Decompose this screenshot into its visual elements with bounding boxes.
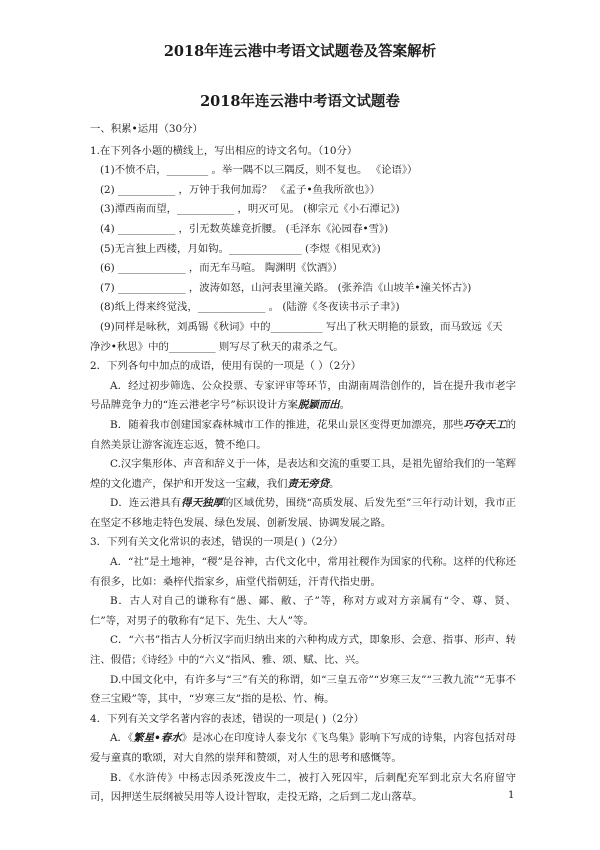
question-1-item-6: (6) _____________ ，而无车马喧。 陶渊明《饮酒》） xyxy=(100,262,343,275)
question-4-stem: 4．下列有关文学名著内容的表述，错误的一项是( )（2分） xyxy=(90,712,365,725)
emphasized-book-title: 繁星•春水 xyxy=(133,732,182,745)
question-2-option-c: C.汉字集形体、声音和辞义于一体，是表达和交流的重要工具，是祖先留给我们的一笔辉煌的文化遗产，保护和开发这一宝藏，我们责无旁贷。 xyxy=(90,458,516,490)
document-title: 2018年连云港中考语文试题卷及答案解析 xyxy=(163,43,437,60)
question-3-option-a: A．“社”是土地神，“稷”是谷神，古代文化中，常用社稷作为国家的代称。这样的代称还有很多，比如：桑梓代指家乡，庙堂代指朝廷，汗青代指史册。 xyxy=(90,556,516,588)
emphasized-idiom: 责无旁贷 xyxy=(287,477,329,490)
question-3-option-d: D.中国文化中，有许多与“三”有关的称谓，如“三皇五帝”“岁寒三友”“三教九流”“无事不登三宝殿”等，其中，“岁寒三友”指的是松、竹、梅。 xyxy=(90,673,516,706)
question-4-option-b: B．《水浒传》中杨志因杀死泼皮牛二，被打入死囚牢，后刺配充军到北京大名府留守司，因押送生辰纲被吴用等人设计智取，走投无路，之后到二龙山落草。 xyxy=(90,771,516,804)
question-3-stem: 3．下列有关文化常识的表述，错误的一项是( )（2分） xyxy=(90,536,344,549)
question-1-item-4: (4) ___________ ，引无数英雄竞折腰。 (毛泽东《沁园春•雪》) xyxy=(100,222,389,235)
emphasized-idiom: 脱颖而出 xyxy=(298,399,340,412)
question-2-option-a: A．经过初步筛选、公众投票、专家评审等环节，由湖南周浩创作的，旨在提升我市老字号品牌竞争力的“连云港老字号”标识设计方案脱颖而出。 xyxy=(90,379,516,412)
question-1-item-9-line-1: (9)同样是咏秋，刘禹锡《秋词》中的__________ 写出了秋天明艳的景致，而马致远《天 xyxy=(100,320,503,333)
emphasized-idiom: 巧夺天工 xyxy=(463,418,506,431)
question-1-item-3: (3)潭西南而望，___________ ，明灭可见。 (柳宗元《小石潭记》) xyxy=(100,203,400,216)
question-3-option-b: B．古人对自己的谦称有“愚、鄙、敝、子”等，称对方或对方亲属有“令、尊、贤、仁”等，对男子的敬称有“足下、先生、大人”等。 xyxy=(90,595,516,627)
question-2-option-b: B．随着我市创建国家森林城市工作的推进，花果山景区变得更加漂亮，那些巧夺天工的自然美景让游客流连忘返，赞不绝口。 xyxy=(90,418,516,451)
emphasized-idiom: 得天独厚 xyxy=(181,497,223,510)
question-1-item-9-line-2: 净沙•秋思》中的_________ 则写尽了秋天的肃杀之气。 xyxy=(90,340,344,353)
question-2-option-d: D．连云港具有得天独厚的区域优势，围绕“高质发展、后发先至”三年行动计划，我市正在坚定不移地走特色发展、绿色发展、创新发展、协调发展之路。 xyxy=(90,497,516,529)
question-1-item-5: (5)无言独上西楼，月如钩。______________ (李煜《相见欢》) xyxy=(100,242,381,255)
question-1-item-8: (8)纸上得来终觉浅，_____________ 。 (陆游《冬夜读书示子聿》) xyxy=(100,301,400,314)
exam-title: 2018年连云港中考语文试题卷 xyxy=(200,93,400,110)
question-1-item-7: (7) _____________ ，波涛如怒，山河表里潼关路。 (张养浩《山坡羊•潼关怀古》) xyxy=(100,281,472,294)
question-1-item-1: (1)不愤不启，________ 。举一隅不以三隅反，则不复也。 《论语》） xyxy=(100,164,418,177)
question-1-item-2: (2) ___________ ，万钟于我何加焉？ 《孟子•鱼我所欲也》） xyxy=(100,183,381,196)
question-3-option-c: C．“六书”指古人分析汉字而归纳出来的六种构成方式，即象形、会意、指事、形声、转注、假借；《诗经》中的“六义”指风、雅、颂、赋、比、兴。 xyxy=(90,634,516,667)
section-heading: 一、积累•运用（30分） xyxy=(90,123,203,135)
question-2-stem: 2．下列各句中加点的成语，使用有误的一项是（ ）（2分） xyxy=(90,360,362,373)
question-1-stem: 1.在下列各小题的横线上，写出相应的诗文名句。（10分） xyxy=(90,144,358,157)
page-number: 1 xyxy=(508,790,515,801)
question-4-option-a: A．《繁星•春水》是冰心在印度诗人泰戈尔《飞鸟集》影响下写成的诗集，内容包括对母爱与童真的歌颂，对大自然的崇拜和赞颂，对人生的思考和感慨等。 xyxy=(90,732,516,764)
exam-body xyxy=(90,120,516,808)
